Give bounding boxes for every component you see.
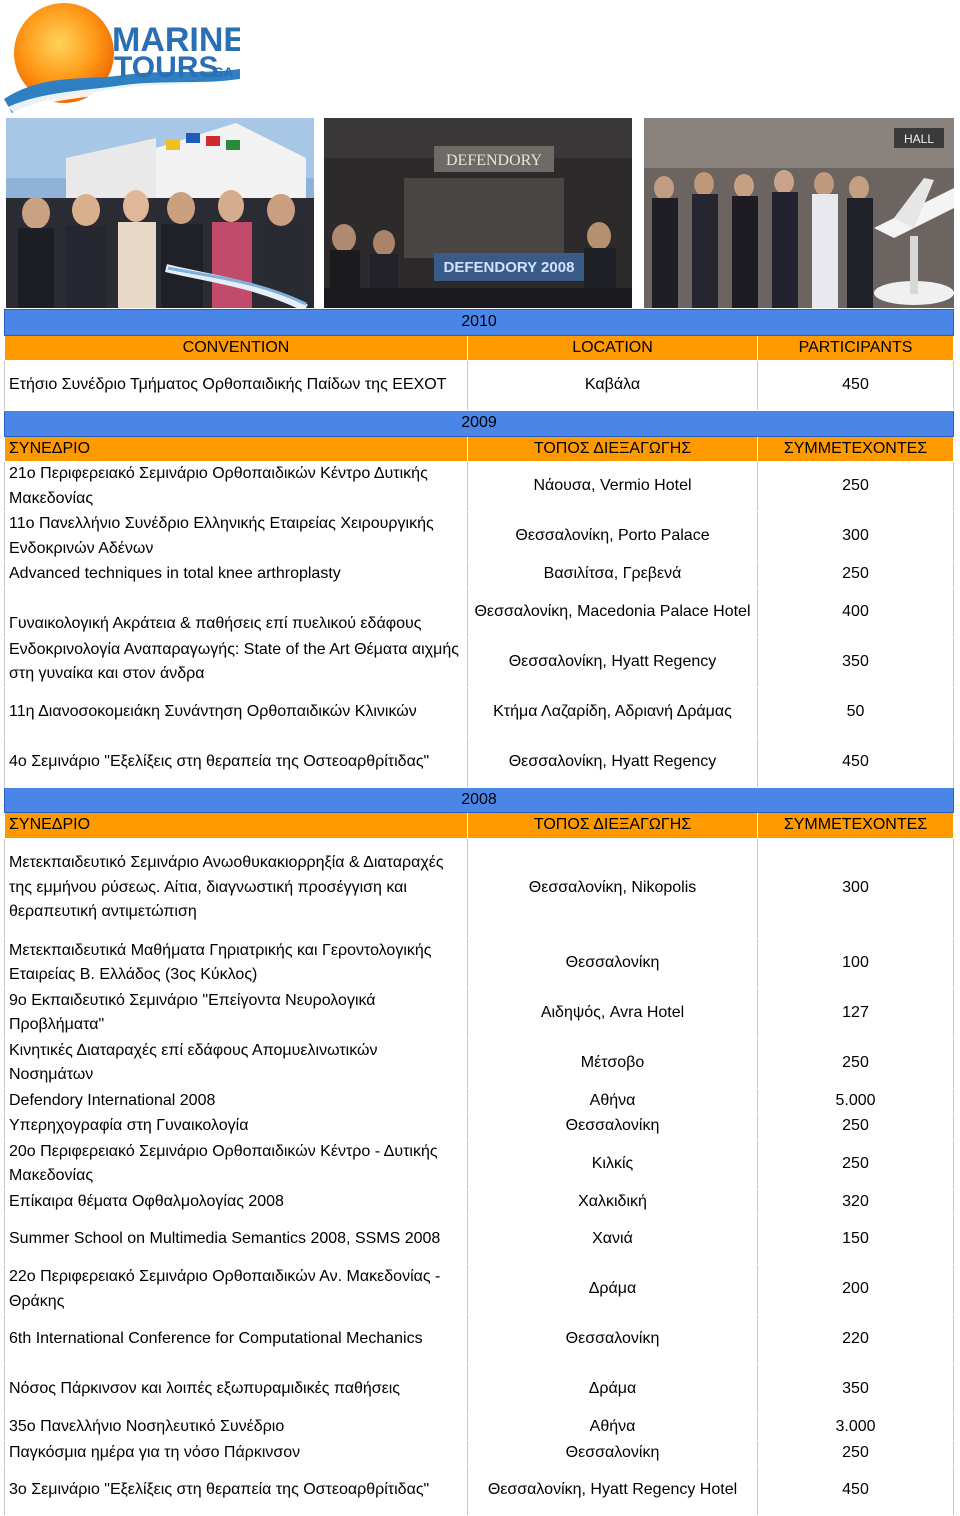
event-participants: 250 xyxy=(758,462,954,512)
event-location: Κιλκίς xyxy=(468,1139,758,1189)
year-row xyxy=(5,411,954,437)
svg-text:DEFENDORY: DEFENDORY xyxy=(445,152,543,169)
event-name: 6th International Conference for Computational Mechanics xyxy=(5,1315,468,1365)
event-location: Θεσσαλονίκη xyxy=(468,1440,758,1466)
event-location: Θεσσαλονίκη, Porto Palace xyxy=(468,512,758,562)
table-row xyxy=(5,1038,954,1088)
event-location: Θεσσαλονίκη xyxy=(468,1114,758,1140)
event-location: Θεσσαλονίκη, Hyatt Regency xyxy=(468,737,758,787)
header-participants: ΣΥΜΜΕΤΕΧΟΝΤΕΣ xyxy=(758,436,954,462)
event-location: Θεσσαλονίκη, Hyatt Regency Hotel xyxy=(468,1466,758,1516)
event-participants: 250 xyxy=(758,1139,954,1189)
table-row xyxy=(5,562,954,588)
event-location: Αθήνα xyxy=(468,1088,758,1114)
table-row xyxy=(5,737,954,787)
table-row xyxy=(5,637,954,687)
header-convention: ΣΥΝΕΔΡΙΟ xyxy=(5,813,468,839)
table-row xyxy=(5,1215,954,1265)
table-row xyxy=(5,512,954,562)
event-name: 11η Διανοσοκομειάκη Συνάντηση Ορθοπαιδικών Κλινικών xyxy=(5,687,468,737)
table-row xyxy=(5,1466,954,1516)
table-row xyxy=(5,988,954,1038)
event-participants: 250 xyxy=(758,1038,954,1088)
table-row xyxy=(5,1440,954,1466)
event-participants: 450 xyxy=(758,737,954,787)
table-row xyxy=(5,1265,954,1315)
event-participants: 250 xyxy=(758,1440,954,1466)
event-photos xyxy=(6,118,954,308)
table-row xyxy=(5,938,954,988)
table-row xyxy=(5,1365,954,1415)
event-location: Θεσσαλονίκη xyxy=(468,938,758,988)
event-participants: 320 xyxy=(758,1189,954,1215)
event-name: 3ο Σεμινάριο "Εξελίξεις στη θεραπεία της Οστεοαρθρίτιδας" xyxy=(5,1466,468,1516)
event-name: Defendory International 2008 xyxy=(5,1088,468,1114)
event-location: Θεσσαλονίκη, Macedonia Palace Hotel xyxy=(468,587,758,637)
event-name: Μετεκπαιδευτικά Μαθήματα Γηριατρικής και Γεροντολογικής Εταιρείας Β. Ελλάδος (3ος Κύκλος) xyxy=(5,938,468,988)
event-name: Μετεκπαιδευτικό Σεμινάριο Ανωοθυκακιορρηξία & Διαταραχές της εμμήνου ρύσεως. Αίτια, διαγνωστική προσέγγιση και θεραπευτική αντιμετώπιση xyxy=(5,838,468,938)
event-name: 22ο Περιφερειακό Σεμινάριο Ορθοπαιδικών Αν. Μακεδονίας - Θράκης xyxy=(5,1265,468,1315)
event-name: Advanced techniques in total knee arthroplasty xyxy=(5,562,468,588)
svg-text:DEFENDORY 2008: DEFENDORY 2008 xyxy=(443,259,575,276)
table-row xyxy=(5,587,954,637)
svg-text:SA: SA xyxy=(214,64,234,80)
event-location: Μέτσοβο xyxy=(468,1038,758,1088)
header-row xyxy=(5,335,954,361)
event-name: Κινητικές Διαταραχές επί εδάφους Απομυελινωτικών Νοσημάτων xyxy=(5,1038,468,1088)
table-row xyxy=(5,687,954,737)
event-location: Αιδηψός, Avra Hotel xyxy=(468,988,758,1038)
event-location: Χανιά xyxy=(468,1215,758,1265)
event-participants: 250 xyxy=(758,562,954,588)
event-participants: 3.000 xyxy=(758,1415,954,1441)
year-label: 2008 xyxy=(5,787,954,813)
event-name: Ενδοκρινολογία Αναπαραγωγής: State of the Art Θέματα αιχμής στη γυναίκα και στον άνδρα xyxy=(5,637,468,687)
event-participants: 400 xyxy=(758,587,954,637)
event-location: Νάουσα, Vermio Hotel xyxy=(468,462,758,512)
event-participants: 200 xyxy=(758,1265,954,1315)
table-row xyxy=(5,1139,954,1189)
marine-tours-logo xyxy=(4,3,240,113)
event-participants: 350 xyxy=(758,1365,954,1415)
table-row xyxy=(5,1088,954,1114)
header-participants: PARTICIPANTS xyxy=(758,335,954,361)
year-label: 2010 xyxy=(5,310,954,336)
event-name: 11ο Πανελλήνιο Συνέδριο Ελληνικής Εταιρείας Χειρουργικής Ενδοκρινών Αδένων xyxy=(5,512,468,562)
event-participants: 150 xyxy=(758,1215,954,1265)
event-location: Θεσσαλονίκη, Hyatt Regency xyxy=(468,637,758,687)
table-row xyxy=(5,361,954,411)
event-name: Νόσος Πάρκινσον και λοιπές εξωπυραμιδικές παθήσεις xyxy=(5,1365,468,1415)
header-row xyxy=(5,436,954,462)
table-row xyxy=(5,462,954,512)
event-participants: 127 xyxy=(758,988,954,1038)
event-participants: 300 xyxy=(758,512,954,562)
event-location: Καβάλα xyxy=(468,361,758,411)
event-participants: 450 xyxy=(758,1466,954,1516)
event-participants: 300 xyxy=(758,838,954,938)
event-location: Θεσσαλονίκη xyxy=(468,1315,758,1365)
event-name: Summer School on Multimedia Semantics 2008, SSMS 2008 xyxy=(5,1215,468,1265)
year-row xyxy=(5,310,954,336)
svg-text:TOURS: TOURS xyxy=(114,51,219,84)
event-participants: 100 xyxy=(758,938,954,988)
defendory-exhibition-photo xyxy=(324,118,632,308)
table-row xyxy=(5,1315,954,1365)
ribbon-cutting-photo xyxy=(6,118,314,308)
event-participants: 350 xyxy=(758,637,954,687)
header-row xyxy=(5,813,954,839)
event-name: Επίκαιρα θέματα Οφθαλμολογίας 2008 xyxy=(5,1189,468,1215)
svg-text:HALL: HALL xyxy=(903,132,935,146)
event-name: 9ο Εκπαιδευτικό Σεμινάριο "Επείγοντα Νευρολογικά Προβλήματα" xyxy=(5,988,468,1038)
header-location: ΤΟΠΟΣ ΔΙΕΞΑΓΩΓΗΣ xyxy=(468,813,758,839)
event-participants: 220 xyxy=(758,1315,954,1365)
event-location: Δράμα xyxy=(468,1365,758,1415)
header-convention: ΣΥΝΕΔΡΙΟ xyxy=(5,436,468,462)
event-location: Δράμα xyxy=(468,1265,758,1315)
event-participants: 250 xyxy=(758,1114,954,1140)
event-name: Παγκόσμια ημέρα για τη νόσο Πάρκινσον xyxy=(5,1440,468,1466)
event-location: Θεσσαλονίκη, Nikopolis xyxy=(468,838,758,938)
event-location: Βασιλίτσα, Γρεβενά xyxy=(468,562,758,588)
event-participants: 5.000 xyxy=(758,1088,954,1114)
events-table xyxy=(4,309,954,1516)
event-name: Υπερηχογραφία στη Γυναικολογία xyxy=(5,1114,468,1140)
event-name: 20ο Περιφερειακό Σεμινάριο Ορθοπαιδικών Κέντρο - Δυτικής Μακεδονίας xyxy=(5,1139,468,1189)
year-row xyxy=(5,787,954,813)
year-label: 2009 xyxy=(5,411,954,437)
header-participants: ΣΥΜΜΕΤΕΧΟΝΤΕΣ xyxy=(758,813,954,839)
header-convention: CONVENTION xyxy=(5,335,468,361)
header-location: LOCATION xyxy=(468,335,758,361)
event-name: 35ο Πανελλήνιο Νοσηλευτικό Συνέδριο xyxy=(5,1415,468,1441)
event-name: Ετήσιο Συνέδριο Τμήματος Ορθοπαιδικής Παίδων της ΕΕΧΟΤ xyxy=(5,361,468,411)
event-participants: 450 xyxy=(758,361,954,411)
event-location: Χαλκιδική xyxy=(468,1189,758,1215)
table-row xyxy=(5,838,954,938)
event-location: Κτήμα Λαζαρίδη, Αδριανή Δράμας xyxy=(468,687,758,737)
event-name: 21ο Περιφερειακό Σεμινάριο Ορθοπαιδικών Κέντρο Δυτικής Μακεδονίας xyxy=(5,462,468,512)
header-location: ΤΟΠΟΣ ΔΙΕΞΑΓΩΓΗΣ xyxy=(468,436,758,462)
event-participants: 50 xyxy=(758,687,954,737)
table-row xyxy=(5,1415,954,1441)
svg-text:MARINE: MARINE xyxy=(112,21,240,59)
exhibition-hall-photo xyxy=(644,118,954,308)
event-name: 4ο Σεμινάριο "Εξελίξεις στη θεραπεία της Οστεοαρθρίτιδας" xyxy=(5,737,468,787)
table-row xyxy=(5,1189,954,1215)
event-name: Γυναικολογική Ακράτεια & παθήσεις επί πυελικού εδάφους xyxy=(5,587,468,637)
event-location: Αθήνα xyxy=(468,1415,758,1441)
table-row xyxy=(5,1114,954,1140)
